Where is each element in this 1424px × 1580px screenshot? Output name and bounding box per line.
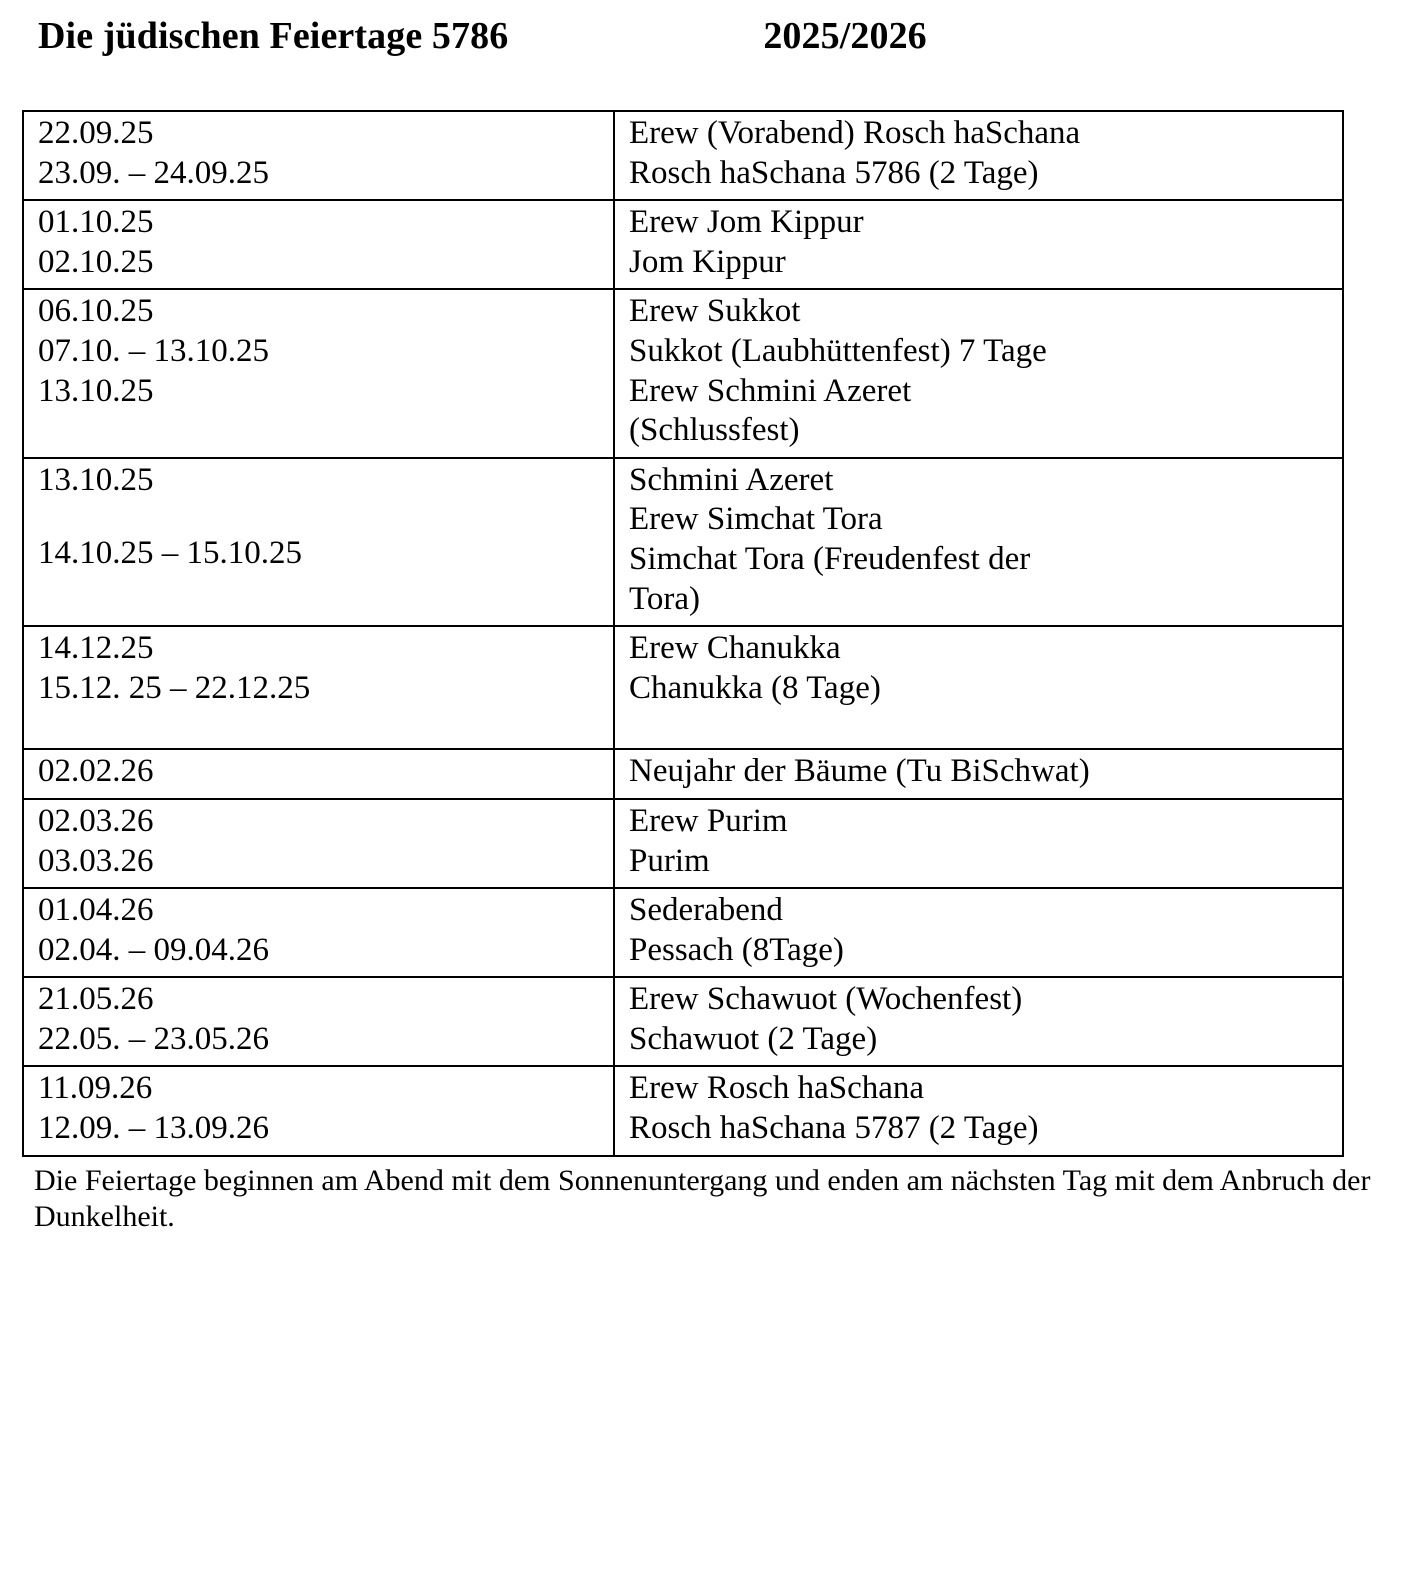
date-line: 01.10.25 bbox=[38, 204, 154, 241]
table-cell-dates bbox=[23, 289, 614, 457]
name-line: Schmini Azeret bbox=[629, 461, 834, 498]
table-cell-dates bbox=[23, 977, 614, 1066]
date-line: 02.10.25 bbox=[38, 243, 154, 280]
table-cell-dates bbox=[23, 111, 614, 200]
table-row bbox=[23, 799, 1343, 888]
name-line: Erew Schmini Azeret bbox=[629, 372, 912, 409]
page-title bbox=[0, 0, 1424, 58]
name-line: Chanukka (8 Tage) bbox=[629, 669, 881, 706]
table-row bbox=[23, 977, 1343, 1066]
date-line: 15.12. 25 – 22.12.25 bbox=[38, 669, 311, 706]
name-line-empty bbox=[629, 708, 1342, 742]
table-row bbox=[23, 200, 1343, 289]
table-row bbox=[23, 749, 1343, 799]
table-row bbox=[23, 289, 1343, 457]
name-line: Schawuot (2 Tage) bbox=[629, 1020, 878, 1057]
name-line: Pessach (8Tage) bbox=[629, 931, 844, 968]
holidays-table bbox=[22, 110, 1344, 1157]
table-cell-names bbox=[614, 111, 1343, 200]
date-line: 14.12.25 bbox=[38, 630, 154, 667]
date-line: 01.04.26 bbox=[38, 892, 154, 929]
page-title-main: Die jüdischen Feiertage 5786 bbox=[38, 15, 509, 57]
date-line: 22.09.25 bbox=[38, 115, 154, 151]
date-line: 13.10.25 bbox=[38, 461, 154, 498]
table-cell-names bbox=[614, 458, 1343, 626]
date-line: 06.10.25 bbox=[38, 293, 154, 330]
name-line: Rosch haSchana 5787 (2 Tage) bbox=[629, 1110, 1039, 1147]
date-line: 07.10. – 13.10.25 bbox=[38, 332, 269, 369]
date-line: 22.05. – 23.05.26 bbox=[38, 1020, 269, 1057]
name-line: (Schlussfest) bbox=[629, 412, 800, 449]
name-line: Sukkot (Laubhüttenfest) 7 Tage bbox=[629, 332, 1047, 369]
table-cell-dates bbox=[23, 626, 614, 749]
table-cell-dates bbox=[23, 888, 614, 977]
name-line: Neujahr der Bäume (Tu BiSchwat) bbox=[629, 753, 1090, 790]
table-cell-names bbox=[614, 1066, 1343, 1155]
name-line: Erew Purim bbox=[629, 802, 788, 839]
table-row bbox=[23, 888, 1343, 977]
name-line: Simchat Tora (Freudenfest der bbox=[629, 540, 1031, 577]
date-line: 11.09.26 bbox=[38, 1070, 153, 1107]
date-line: 02.04. – 09.04.26 bbox=[38, 931, 269, 968]
date-line: 13.10.25 bbox=[38, 372, 154, 409]
name-line: Tora) bbox=[629, 580, 700, 617]
name-line: Erew (Vorabend) Rosch haSchana bbox=[629, 115, 1081, 151]
name-line: Sederabend bbox=[629, 892, 783, 929]
page-title-years: 2025/2026 bbox=[763, 15, 927, 57]
table-cell-names bbox=[614, 977, 1343, 1066]
name-line: Erew Chanukka bbox=[629, 630, 841, 667]
date-line: 02.02.26 bbox=[38, 753, 154, 790]
table-cell-names bbox=[614, 749, 1343, 799]
table-cell-names bbox=[614, 289, 1343, 457]
table-cell-names bbox=[614, 626, 1343, 749]
table-cell-dates bbox=[23, 458, 614, 626]
date-line: 23.09. – 24.09.25 bbox=[38, 154, 269, 191]
table-row bbox=[23, 1066, 1343, 1155]
table-cell-names bbox=[614, 200, 1343, 289]
date-line-empty bbox=[38, 708, 613, 742]
table-row bbox=[23, 111, 1343, 200]
name-line: Erew Sukkot bbox=[629, 293, 801, 330]
name-line: Erew Schawuot (Wochenfest) bbox=[629, 981, 1023, 1018]
table-cell-names bbox=[614, 799, 1343, 888]
table-cell-dates bbox=[23, 799, 614, 888]
table-cell-names bbox=[614, 888, 1343, 977]
footnote-text: Die Feiertage beginnen am Abend mit dem Sonnenuntergang und enden am nächsten Tag mit dem Anbruch der Dunkelheit. bbox=[34, 1163, 1371, 1234]
name-line: Purim bbox=[629, 842, 710, 879]
date-line: 03.03.26 bbox=[38, 842, 154, 879]
table-cell-dates bbox=[23, 1066, 614, 1155]
date-line-empty bbox=[38, 500, 613, 534]
date-line: 12.09. – 13.09.26 bbox=[38, 1110, 269, 1147]
table-cell-dates bbox=[23, 200, 614, 289]
table-row bbox=[23, 626, 1343, 749]
date-line: 02.03.26 bbox=[38, 802, 154, 839]
date-line: 14.10.25 – 15.10.25 bbox=[38, 535, 302, 572]
name-line: Erew Simchat Tora bbox=[629, 501, 883, 538]
holidays-table-body bbox=[23, 111, 1343, 1156]
name-line: Jom Kippur bbox=[629, 243, 786, 280]
name-line: Rosch haSchana 5786 (2 Tage) bbox=[629, 154, 1039, 191]
table-cell-dates bbox=[23, 749, 614, 799]
name-line: Erew Jom Kippur bbox=[629, 204, 864, 241]
table-row bbox=[23, 458, 1343, 626]
date-line: 21.05.26 bbox=[38, 981, 154, 1018]
name-line: Erew Rosch haSchana bbox=[629, 1070, 925, 1107]
